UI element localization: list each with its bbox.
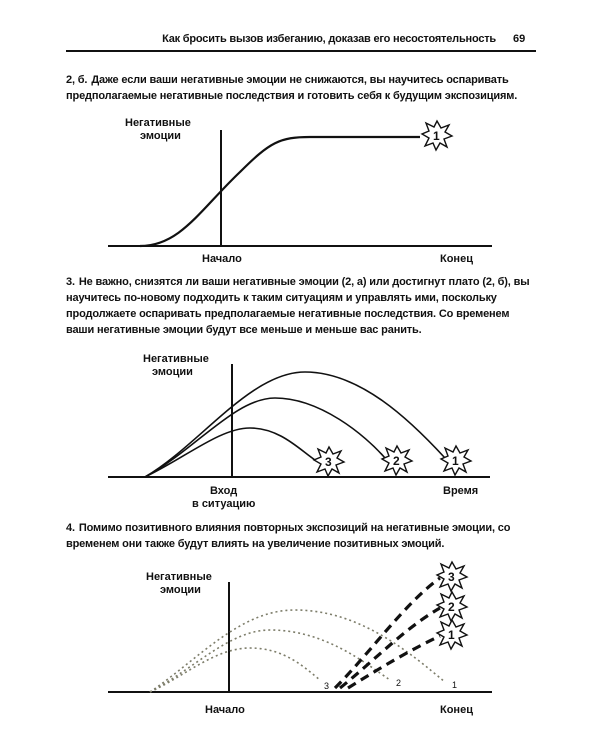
fig3-dashed-line-2 (340, 608, 440, 688)
paragraph-3 (66, 274, 538, 338)
fig3-start-label: Начало (205, 704, 245, 716)
fig3-burst-3-number: 3 (448, 570, 455, 584)
fig3-burst-2 (437, 592, 467, 621)
fig2-ylabel-line2: эмоции (152, 366, 193, 378)
fig1-curve (140, 137, 420, 246)
fig3-dotted-end-2: 2 (396, 678, 402, 688)
page-number: 69 (513, 33, 526, 45)
fig1-end-label: Конец (440, 253, 473, 265)
paragraph-3-number: 3. (66, 276, 75, 288)
fig3-dotted-end-1: 1 (452, 680, 458, 690)
fig2-burst-1 (441, 446, 471, 475)
fig1-start-label: Начало (202, 253, 242, 265)
figure-rising-curves (0, 558, 600, 748)
fig1-burst-1 (422, 121, 452, 150)
fig3-burst-3 (437, 562, 467, 591)
fig3-ylabel-line1: Негативные (146, 571, 212, 583)
paragraph-3-text: Не важно, снизятся ли ваши негативные эмоции (2, а) или достигнут плато (2, б), вы научитесь по-новому подходить к таким ситуациям и управлять ими, поскольку продолжаете оспаривать предполагаемые негативные последствия. Со временем ваши негативные эмоции будут все меньше и меньше вас ранить. (66, 276, 530, 336)
paragraph-4-number: 4. (66, 522, 75, 534)
fig3-dotted-curve-3 (150, 648, 320, 692)
fig2-ylabel-line1: Негативные (143, 353, 209, 365)
fig2-end-label: Время (443, 485, 479, 497)
fig2-start-label-line2: в ситуацию (192, 498, 256, 510)
paragraph-4 (66, 520, 538, 552)
fig2-burst-3-number: 3 (325, 455, 332, 469)
figure-three-curves (0, 350, 600, 515)
figure-plateau (0, 110, 600, 270)
fig2-curve-2 (145, 398, 385, 477)
paragraph-4-text: Помимо позитивного влияния повторных экспозиций на негативные эмоции, со временем они также будут влиять на увеличение позитивных эмоций. (66, 522, 511, 550)
running-title: Как бросить вызов избеганию, доказав его несостоятельность (162, 33, 496, 45)
fig2-start-label-line1: Вход (210, 485, 238, 497)
fig3-ylabel-line2: эмоции (160, 584, 201, 596)
paragraph-2b (66, 72, 538, 104)
fig2-burst-1-number: 1 (452, 454, 459, 468)
fig1-ylabel-line2: эмоции (140, 130, 181, 142)
paragraph-2b-text: Даже если ваши негативные эмоции не снижаются, вы научитесь оспаривать предполагаемые негативные последствия и готовить себя к будущим экспозициям. (66, 74, 518, 102)
fig3-burst-1 (437, 620, 467, 649)
fig3-dashed-line-3 (335, 578, 440, 688)
header-rule (66, 50, 536, 52)
paragraph-2b-number: 2, б. (66, 74, 88, 86)
fig3-dotted-end-3: 3 (324, 681, 330, 691)
fig3-end-label: Конец (440, 704, 473, 716)
fig3-burst-2-number: 2 (448, 600, 455, 614)
fig2-burst-3 (314, 447, 344, 476)
fig2-burst-2 (382, 446, 412, 475)
fig2-burst-2-number: 2 (393, 454, 400, 468)
fig2-curve-3 (145, 428, 315, 477)
fig3-burst-1-number: 1 (448, 628, 455, 642)
fig1-burst-number: 1 (433, 129, 440, 143)
fig1-ylabel-line1: Негативные (125, 117, 191, 129)
